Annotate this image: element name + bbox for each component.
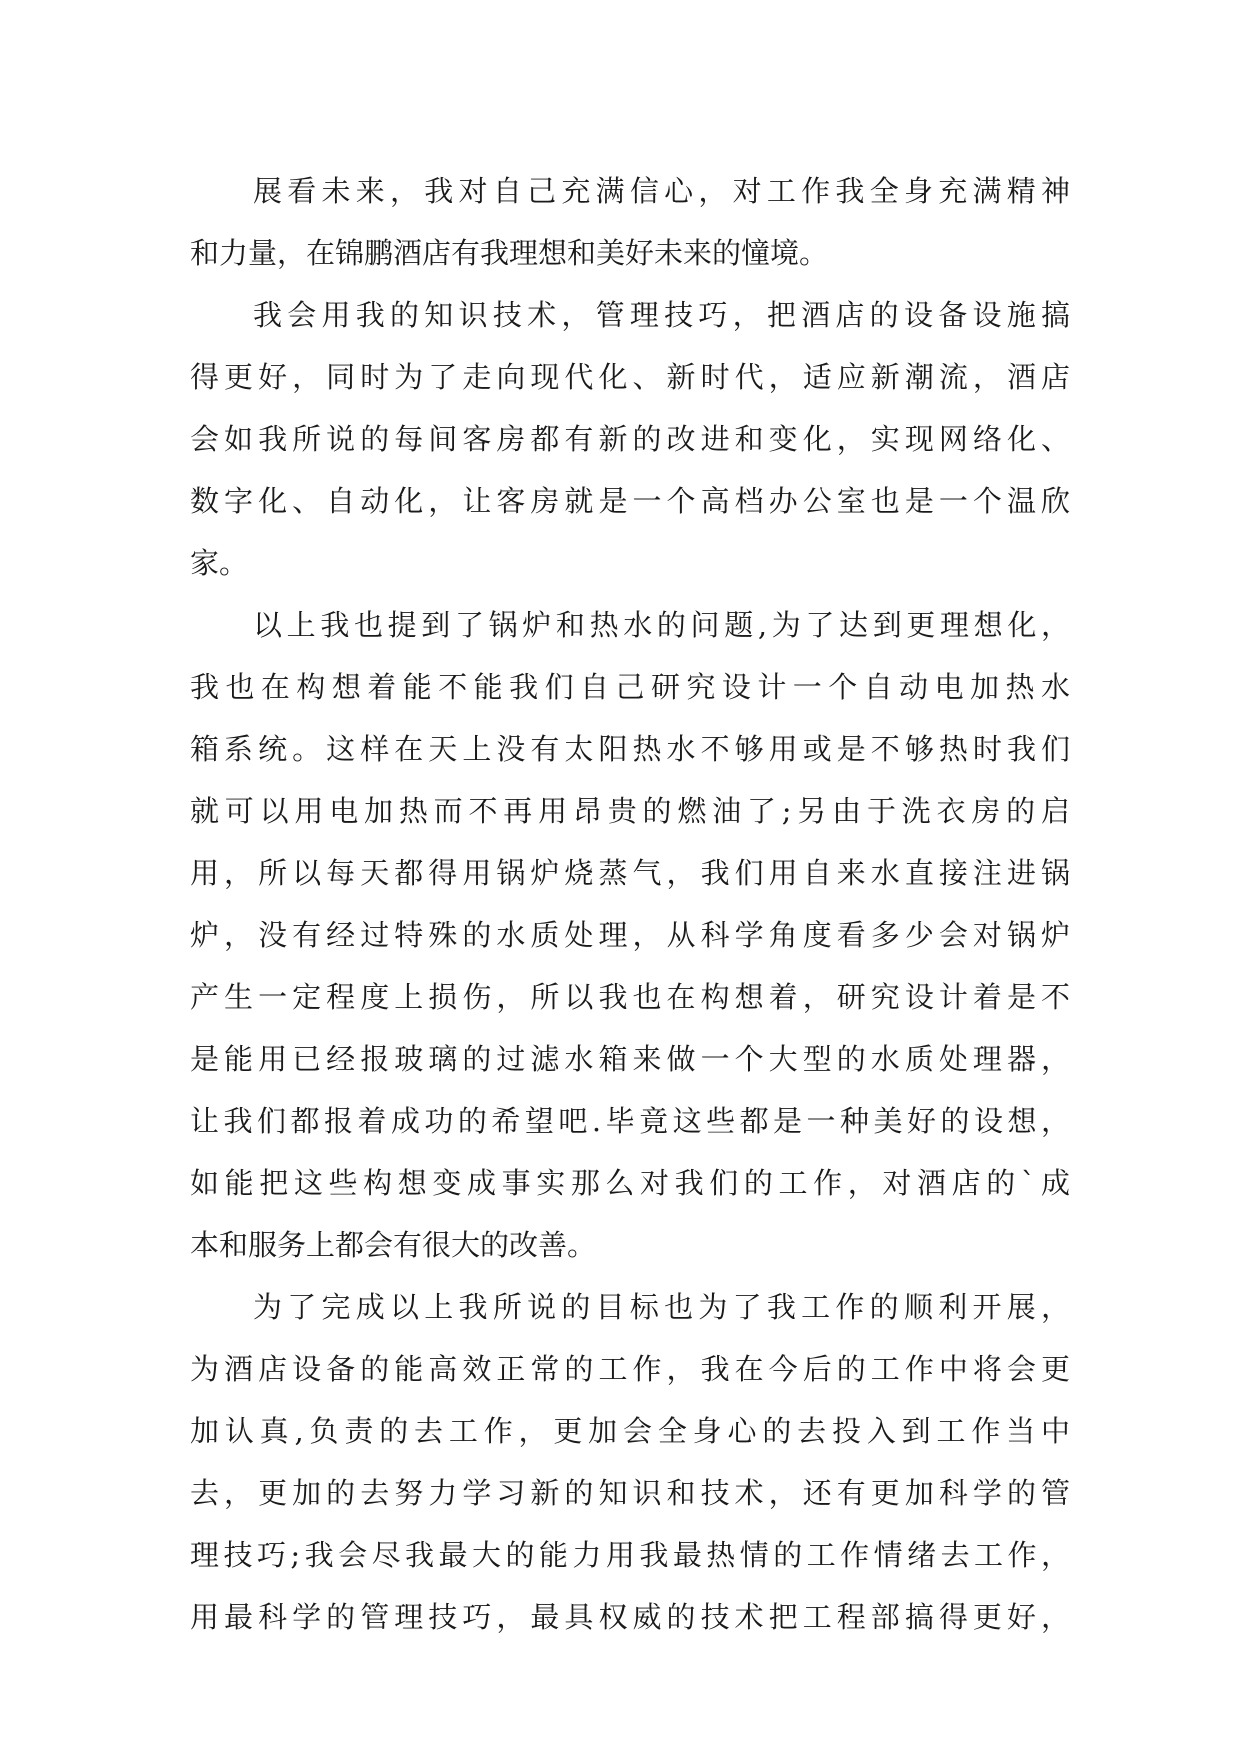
text-line: 得更好，同时为了走向现代化、新时代，适应新潮流，酒店: [190, 360, 1070, 394]
paragraph: [190, 1276, 1070, 1648]
text-line: 家。: [190, 546, 249, 580]
text-line: 展看未来，我对自己充满信心，对工作我全身充满精神: [253, 174, 1070, 208]
document-body: [190, 160, 1070, 1648]
text-line: 本和服务上都会有很大的改善。: [190, 1228, 597, 1262]
text-line: 炉，没有经过特殊的水质处理，从科学角度看多少会对锅炉: [190, 918, 1070, 952]
paragraph: [190, 160, 1070, 284]
text-line: 理技巧;我会尽我最大的能力用我最热情的工作情绪去工作，: [190, 1538, 1070, 1572]
text-line: 为了完成以上我所说的目标也为了我工作的顺利开展，: [253, 1290, 1070, 1324]
text-line: 为酒店设备的能高效正常的工作，我在今后的工作中将会更: [190, 1352, 1070, 1386]
text-line: 是能用已经报玻璃的过滤水箱来做一个大型的水质处理器，: [190, 1042, 1070, 1076]
text-line: 会如我所说的每间客房都有新的改进和变化，实现网络化、: [190, 422, 1070, 456]
text-line: 产生一定程度上损伤，所以我也在构想着，研究设计着是不: [190, 980, 1070, 1014]
text-line: 让我们都报着成功的希望吧.毕竟这些都是一种美好的设想，: [190, 1104, 1070, 1138]
text-line: 用，所以每天都得用锅炉烧蒸气，我们用自来水直接注进锅: [190, 856, 1070, 890]
text-line: 我也在构想着能不能我们自己研究设计一个自动电加热水: [190, 670, 1070, 704]
text-line: 以上我也提到了锅炉和热水的问题,为了达到更理想化，: [253, 608, 1070, 642]
text-line: 数字化、自动化，让客房就是一个高档办公室也是一个温欣: [190, 484, 1070, 518]
paragraph: [190, 594, 1070, 1276]
text-line: 我会用我的知识技术，管理技巧，把酒店的设备设施搞: [253, 298, 1070, 332]
paragraph: [190, 284, 1070, 594]
text-line: 如能把这些构想变成事实那么对我们的工作，对酒店的`成: [190, 1166, 1070, 1200]
text-line: 去，更加的去努力学习新的知识和技术，还有更加科学的管: [190, 1476, 1070, 1510]
text-line: 和力量，在锦鹏酒店有我理想和美好未来的憧境。: [190, 236, 829, 270]
text-line: 就可以用电加热而不再用昂贵的燃油了;另由于洗衣房的启: [190, 794, 1070, 828]
text-line: 加认真,负责的去工作，更加会全身心的去投入到工作当中: [190, 1414, 1070, 1448]
text-line: 箱系统。这样在天上没有太阳热水不够用或是不够热时我们: [190, 732, 1070, 766]
text-line: 用最科学的管理技巧，最具权威的技术把工程部搞得更好，: [190, 1600, 1070, 1634]
